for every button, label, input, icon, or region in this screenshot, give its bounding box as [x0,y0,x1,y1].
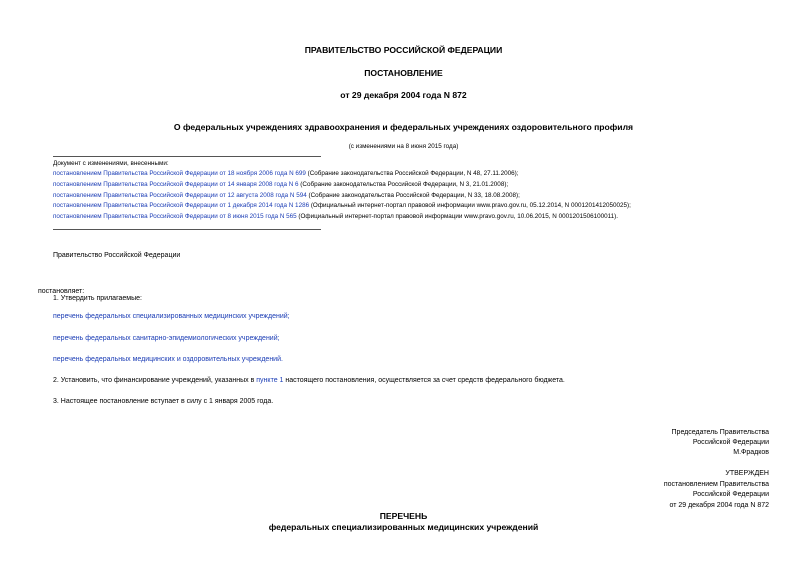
annex-link-health[interactable]: перечень федеральных медицинских и оздоровительных учреждений. [53,356,283,363]
signature-name: М.Фрадков [733,449,769,456]
change-link[interactable]: постановлением Правительства Российской Федерации от 8 июня 2015 года N 565 [53,213,297,220]
government-heading: ПРАВИТЕЛЬСТВО РОССИЙСКОЙ ФЕДЕРАЦИИ [304,45,503,55]
change-item [53,213,618,220]
approved-by: постановлением Правительства [663,481,769,488]
item-2-link[interactable]: пункте 1 [256,377,284,384]
document-type: ПОСТАНОВЛЕНИЕ [364,68,443,78]
change-item [53,192,520,199]
approved-label: УТВЕРЖДЕН [725,470,769,477]
government-rf: Правительство Российской Федерации [53,252,181,259]
annex-heading: ПЕРЕЧЕНЬ [379,511,428,521]
changes-bottom-rule [53,229,321,230]
amendments-note: (с изменениями на 8 июня 2015 года) [348,143,459,150]
document-title: О федеральных учреждениях здравоохранения и федеральных учреждениях оздоровительного профиля [173,122,634,132]
annex-link-sanitary[interactable]: перечень федеральных санитарно-эпидемиологических учреждений; [53,335,280,342]
document-date-number: от 29 декабря 2004 года N 872 [340,90,467,100]
approved-country: Российской Федерации [692,491,769,498]
item-1: 1. Утвердить прилагаемые: [53,295,142,302]
change-link[interactable]: постановлением Правительства Российской Федерации от 14 января 2008 года N 6 [53,181,299,188]
change-source: (Официальный интернет-портал правовой информации www.pravo.gov.ru, 05.12.2014, N 0001201412050025); [309,202,631,209]
change-link[interactable]: постановлением Правительства Российской Федерации от 1 декабря 2014 года N 1286 [53,202,310,209]
change-item [53,202,631,209]
item-2 [53,377,565,384]
change-link[interactable]: постановлением Правительства Российской Федерации от 12 августа 2008 года N 594 [53,192,307,199]
item-2-text: 2. Установить, что финансирование учреждений, указанных в [53,377,257,384]
change-source: (Собрание законодательства Российской Федерации, N 48, 27.11.2006); [305,170,519,177]
change-item [53,170,519,177]
signature-position: Председатель Правительства [671,429,769,436]
changes-top-rule [53,156,321,157]
item-2-text-end: настоящего постановления, осуществляется за счет средств федерального бюджета. [283,377,565,384]
approved-date-number: от 29 декабря 2004 года N 872 [669,502,769,509]
item-3: 3. Настоящее постановление вступает в силу с 1 января 2005 года. [53,398,274,405]
changes-intro: Документ с изменениями, внесенными: [53,160,169,167]
annex-link-specialized[interactable]: перечень федеральных специализированных медицинских учреждений; [53,313,290,320]
annex-subheading: федеральных специализированных медицинских учреждений [268,522,539,532]
change-source: (Официальный интернет-портал правовой информации www.pravo.gov.ru, 10.06.2015, N 0001201506100011). [296,213,618,220]
decides-text: постановляет: [38,288,85,295]
change-link[interactable]: постановлением Правительства Российской Федерации от 18 ноября 2006 года N 699 [53,170,306,177]
change-source: (Собрание законодательства Российской Федерации, N 33, 18.08.2008); [306,192,520,199]
change-source: (Собрание законодательства Российской Федерации, N 3, 21.01.2008); [298,181,509,188]
change-item [53,181,508,188]
signature-country: Российской Федерации [692,439,769,446]
